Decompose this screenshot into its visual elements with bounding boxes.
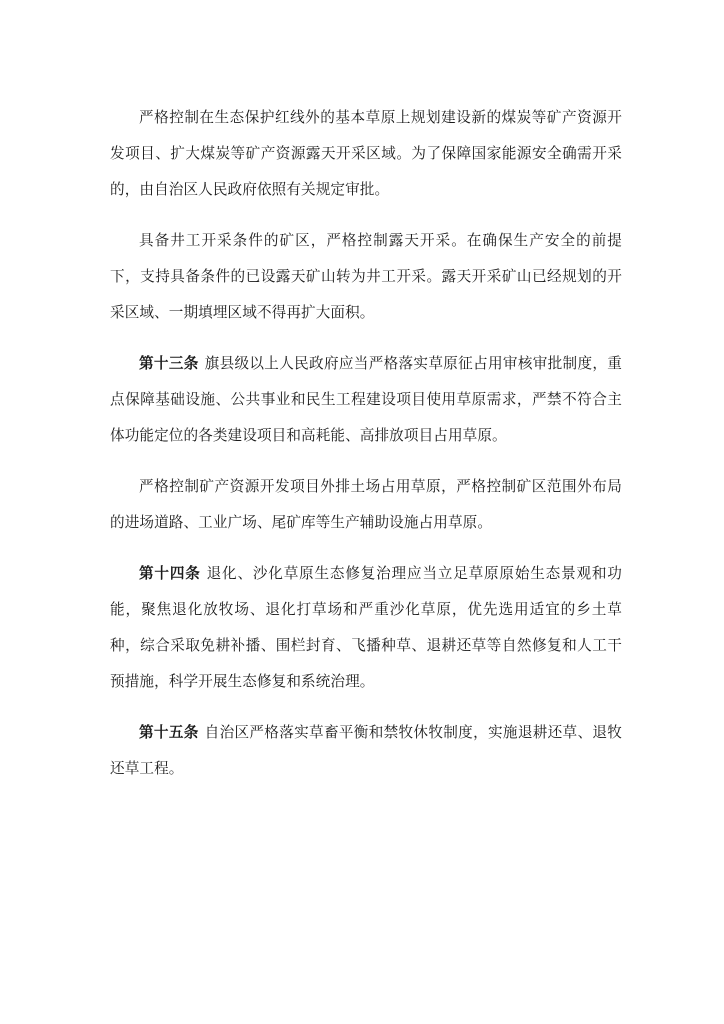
paragraph-text: 自治区严格落实草畜平衡和禁牧休牧制度，实施退耕还草、退牧还草工程。 (110, 724, 622, 777)
paragraph-article-14 (110, 556, 622, 700)
paragraph-auxiliary-facilities (110, 469, 622, 541)
paragraph-text: 具备井工开采条件的矿区，严格控制露天开采。在确保生产安全的前提下，支持具备条件的已设露天矿山转为井工开采。露天开采矿山已经规划的开采区域、一期填埋区域不得再扩大面积。 (110, 232, 622, 321)
article-number: 第十五条 (139, 724, 199, 741)
paragraph-mining-restriction (110, 100, 622, 208)
paragraph-text: 严格控制在生态保护红线外的基本草原上规划建设新的煤炭等矿产资源开发项目、扩大煤炭等矿产资源露天开采区域。为了保障国家能源安全确需开采的，由自治区人民政府依照有关规定审批。 (110, 109, 622, 198)
document-body (110, 100, 622, 787)
paragraph-article-13 (110, 346, 622, 454)
paragraph-text: 严格控制矿产资源开发项目外排土场占用草原，严格控制矿区范围外布局的进场道路、工业广场、尾矿库等生产辅助设施占用草原。 (110, 478, 622, 531)
paragraph-article-15 (110, 715, 622, 787)
paragraph-text: 旗县级以上人民政府应当严格落实草原征占用审核审批制度，重点保障基础设施、公共事业和民生工程建设项目使用草原需求，严禁不符合主体功能定位的各类建设项目和高耗能、高排放项目占用草原。 (110, 355, 622, 444)
article-number: 第十三条 (139, 355, 199, 372)
paragraph-open-pit-control (110, 223, 622, 331)
article-number: 第十四条 (139, 565, 201, 582)
paragraph-text: 退化、沙化草原生态修复治理应当立足草原原始生态景观和功能，聚焦退化放牧场、退化打草场和严重沙化草原，优先选用适宜的乡土草种，综合采取免耕补播、围栏封育、飞播种草、退耕还草等自然修复和人工干预措施，科学开展生态修复和系统治理。 (110, 565, 622, 690)
